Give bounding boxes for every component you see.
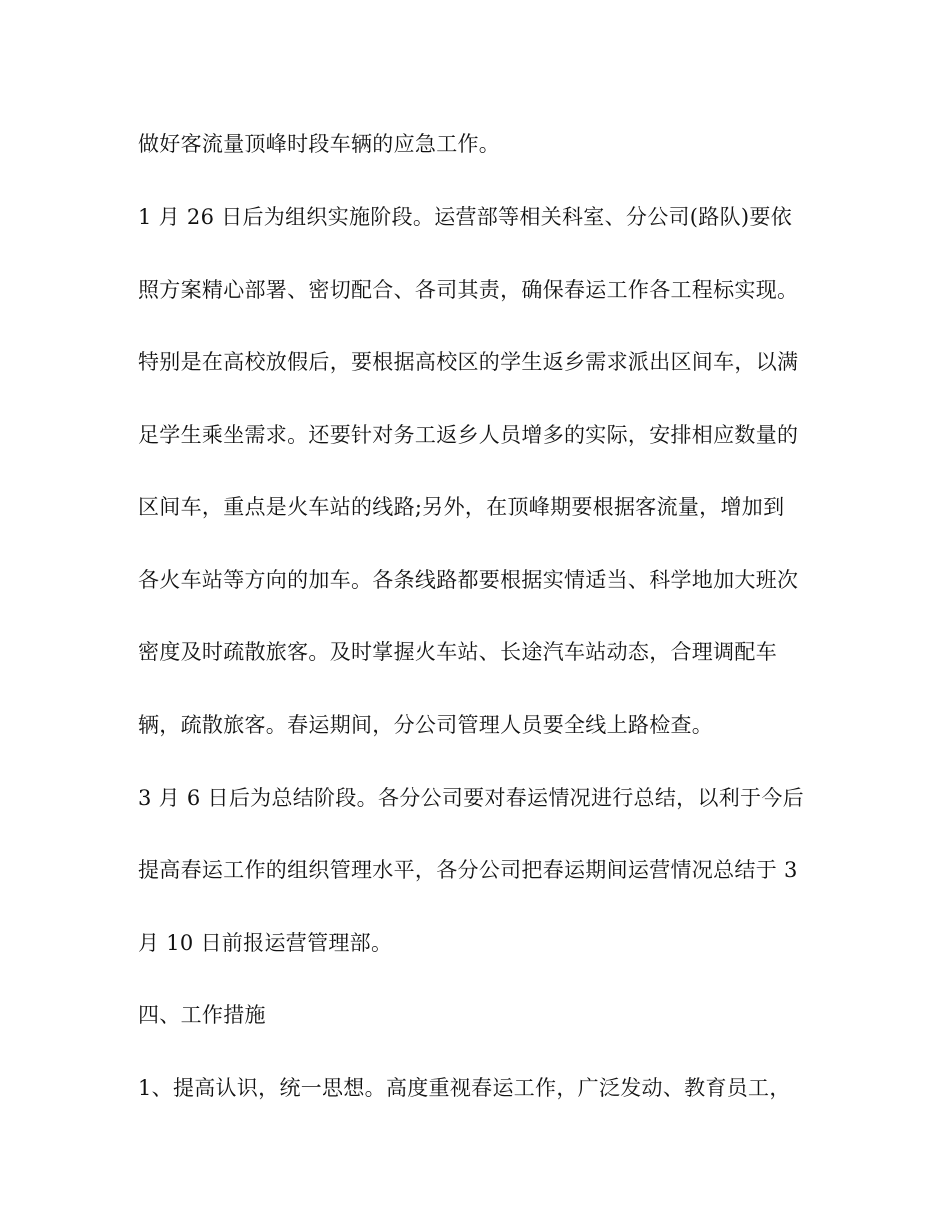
text-line: 足学生乘坐需求。还要针对务工返乡人员增多的实际，安排相应数量的 (138, 423, 799, 447)
text-line: 密度及时疏散旅客。及时掌握火车站、长途汽车站动态，合理调配车 (138, 640, 777, 664)
text-line: 月 10 日前报运营管理部。 (138, 931, 393, 955)
text-line: 做好客流量顶峰时段车辆的应急工作。 (138, 132, 501, 156)
text-line: 辆，疏散旅客。春运期间，分公司管理人员要全线上路检查。 (138, 713, 714, 737)
text-line: 区间车，重点是火车站的线路;另外，在顶峰期要根据客流量，增加到 (138, 495, 785, 519)
text-line: 特别是在高校放假后，要根据高校区的学生返乡需求派出区间车，以满 (138, 350, 799, 374)
text-line: 照方案精心部署、密切配合、各司其责，确保春运工作各工程标实现。 (138, 278, 799, 302)
text-line: 提高春运工作的组织管理水平，各分公司把春运期间运营情况总结于 3 (138, 858, 798, 882)
text-line: 各火车站等方向的加车。各条线路都要根据实情适当、科学地加大班次 (138, 568, 799, 592)
text-line: 1、提高认识，统一思想。高度重视春运工作，广泛发动、教育员工， (138, 1076, 791, 1100)
text-line: 1 月 26 日后为组织实施阶段。运营部等相关科室、分公司(路队)要依 (138, 205, 792, 229)
text-line: 3 月 6 日后为总结阶段。各分公司要对春运情况进行总结，以利于今后 (138, 786, 804, 810)
section-heading: 四、工作措施 (138, 1003, 266, 1027)
